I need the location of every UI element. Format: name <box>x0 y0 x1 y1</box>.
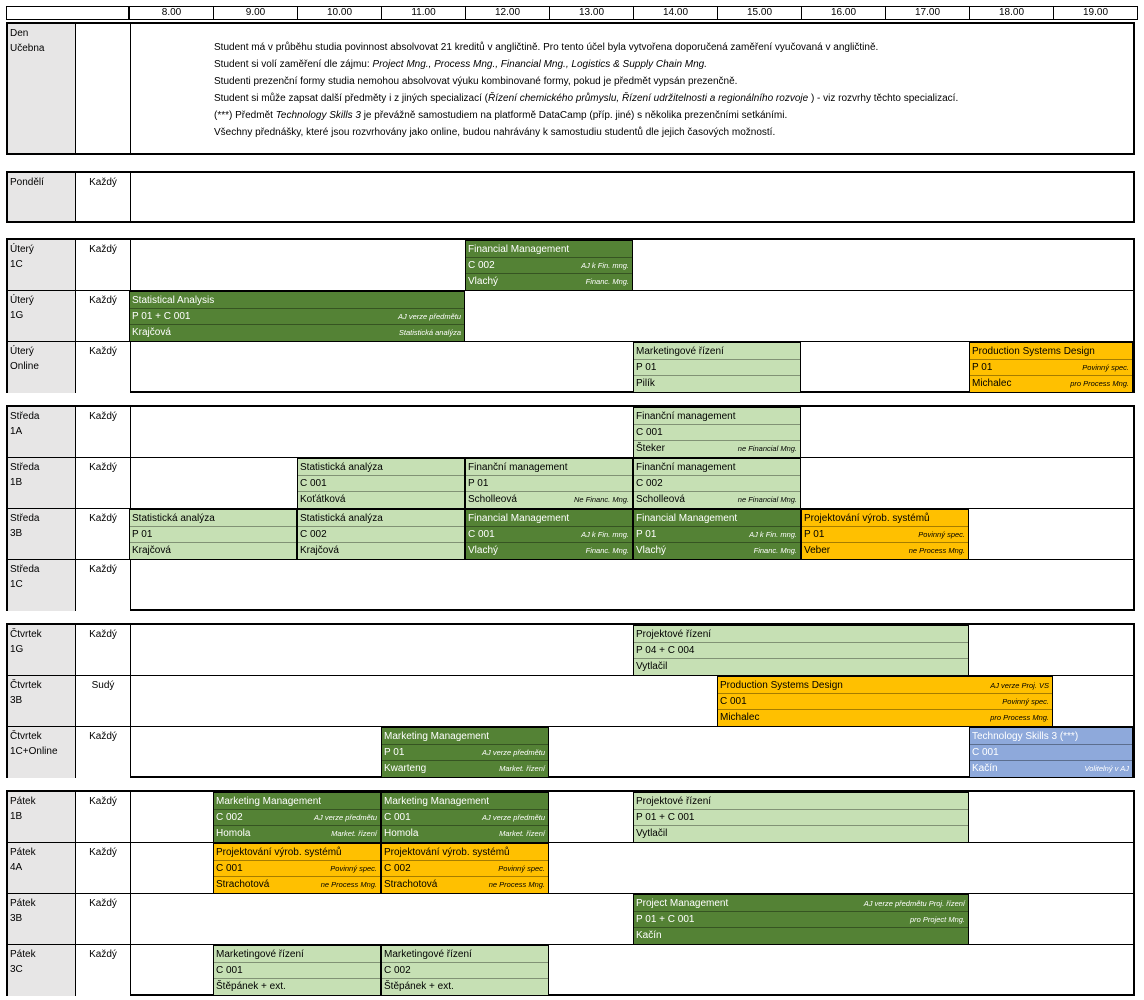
course-room-note: AJ k Fin. mng. <box>581 261 629 270</box>
course-title: Production Systems Design <box>720 680 843 691</box>
course-teacher: Strachotová <box>216 879 270 890</box>
hour-header-9.00: 9.00 <box>213 6 298 20</box>
row-label: Pátek 1B <box>8 792 76 843</box>
course-title: Statistická analýza <box>300 513 383 524</box>
info-block <box>6 22 1135 155</box>
course-room: P 01 <box>636 362 657 373</box>
hour-header-12.00: 12.00 <box>465 6 550 20</box>
course-teacher: Štěpánek + ext. <box>384 981 454 992</box>
hour-header-19.00: 19.00 <box>1053 6 1138 20</box>
course-event[interactable] <box>633 458 801 509</box>
course-event[interactable] <box>969 342 1133 393</box>
course-room-note: AJ verze předmětu <box>398 312 461 321</box>
course-room: C 002 <box>636 478 663 489</box>
course-title: Projektové řízení <box>636 629 712 640</box>
course-teacher: Scholleová <box>468 494 517 505</box>
course-teacher-note: Market. řízení <box>499 829 545 838</box>
row-week-type: Každý <box>76 945 131 996</box>
course-teacher-note: Financ. Mng. <box>753 546 797 555</box>
course-room: C 001 <box>636 427 663 438</box>
course-teacher: Michalec <box>972 378 1012 389</box>
course-teacher: Kwarteng <box>384 763 427 774</box>
course-teacher-note: Financ. Mng. <box>585 546 629 555</box>
course-event[interactable] <box>969 727 1133 778</box>
row-label: Středa 1C <box>8 560 76 611</box>
course-teacher: Kačín <box>972 763 998 774</box>
row-label: Středa 1A <box>8 407 76 458</box>
row-week-type: Sudý <box>76 676 131 727</box>
info-text <box>214 39 958 141</box>
course-event[interactable] <box>129 291 465 342</box>
row-week-type: Každý <box>76 407 131 458</box>
row-label: Pondělí <box>8 173 76 221</box>
header-corner <box>6 6 129 20</box>
info-line: Student si volí zaměření dle zájmu: Project Mng., Process Mng., Financial Mng., Logistics & Supply Chain Mng. <box>214 59 708 70</box>
row-label: Čtvrtek 3B <box>8 676 76 727</box>
course-teacher-note: Market. řízení <box>499 764 545 773</box>
course-room: C 001 <box>216 965 243 976</box>
course-room: P 01 <box>468 478 489 489</box>
info-line: Student má v průběhu studia povinnost absolvovat 21 kreditů v angličtině. Pro tento účel byla vytvořena doporučená zaměření vyučovaná v angličtině. <box>214 42 879 53</box>
course-event[interactable] <box>381 792 549 843</box>
row-week-type: Každý <box>76 342 131 393</box>
row-label: Čtvrtek 1C+Online <box>8 727 76 778</box>
course-teacher: Koťátková <box>300 494 346 505</box>
course-room: P 01 <box>636 529 657 540</box>
row-week-type: Každý <box>76 240 131 291</box>
course-title: Marketingové řízení <box>636 346 724 357</box>
course-title: Marketingové řízení <box>216 949 304 960</box>
course-teacher-note: Volitelný v AJ <box>1084 764 1129 773</box>
hour-header-8.00: 8.00 <box>129 6 214 20</box>
info-line: (***) Předmět Technology Skills 3 je převážně samostudiem na platformě DataCamp (příp. jiné) s několika prezenčními setkáními. <box>214 110 788 121</box>
course-title: Projektování výrob. systémů <box>216 847 342 858</box>
course-event[interactable] <box>213 945 381 996</box>
course-room: P 01 + C 001 <box>636 812 695 823</box>
course-event[interactable] <box>633 342 801 393</box>
course-room-note: AJ k Fin. mng. <box>581 530 629 539</box>
course-event[interactable] <box>381 843 549 894</box>
course-room: C 001 <box>720 696 747 707</box>
course-event[interactable] <box>633 407 801 458</box>
course-teacher: Krajčová <box>300 545 339 556</box>
row-label: Úterý 1G <box>8 291 76 342</box>
hour-header-18.00: 18.00 <box>969 6 1054 20</box>
course-teacher-note: ne Process Mng. <box>488 880 545 889</box>
course-room: C 002 <box>300 529 327 540</box>
course-title: Project Management <box>636 898 729 909</box>
course-event[interactable] <box>381 945 549 996</box>
day-block <box>6 790 1135 996</box>
course-teacher: Šteker <box>636 443 665 454</box>
course-event[interactable] <box>297 509 465 560</box>
course-title: Technology Skills 3 (***) <box>972 731 1079 742</box>
course-event[interactable] <box>213 792 381 843</box>
course-teacher: Scholleová <box>636 494 685 505</box>
course-room-note: AJ verze předmětu <box>482 748 545 757</box>
day-block <box>6 171 1135 223</box>
course-title: Projektování výrob. systémů <box>804 513 930 524</box>
course-room-note: AJ verze předmětu <box>482 813 545 822</box>
course-room-note: Povinný spec. <box>1082 363 1129 372</box>
course-event[interactable] <box>465 240 633 291</box>
row-week-type: Každý <box>76 173 131 221</box>
row-label: Pátek 3B <box>8 894 76 945</box>
course-teacher-note: Financ. Mng. <box>585 277 629 286</box>
course-title: Production Systems Design <box>972 346 1095 357</box>
course-room-note: Povinný spec. <box>918 530 965 539</box>
hour-header-15.00: 15.00 <box>717 6 802 20</box>
course-teacher: Michalec <box>720 712 760 723</box>
info-line: Student si může zapsat další předměty i z jiných specializací (Řízení chemického průmyslu, Řízení udržitelnosti a regionálního rozvoje ) - viz rozvrhy těchto specializací. <box>214 93 959 104</box>
course-event[interactable] <box>633 894 969 945</box>
row-label: Pátek 3C <box>8 945 76 996</box>
course-teacher: Štěpánek + ext. <box>216 981 286 992</box>
row-week-type: Každý <box>76 894 131 945</box>
course-event[interactable] <box>633 625 969 676</box>
course-event[interactable] <box>717 676 1053 727</box>
course-room-note: Povinný spec. <box>330 864 377 873</box>
hour-header-11.00: 11.00 <box>381 6 466 20</box>
course-teacher: Homola <box>216 828 251 839</box>
course-title: Projektování výrob. systémů <box>384 847 510 858</box>
course-room-note: AJ k Fin. mng. <box>749 530 797 539</box>
course-teacher-note: ne Financial Mng. <box>737 495 797 504</box>
course-title: Finanční management <box>636 411 736 422</box>
day-block <box>6 238 1135 393</box>
course-teacher: Vytlačil <box>636 661 668 672</box>
course-teacher: Strachotová <box>384 879 438 890</box>
course-event[interactable] <box>465 458 633 509</box>
day-block <box>6 623 1135 778</box>
course-title: Marketing Management <box>384 796 490 807</box>
course-event[interactable] <box>213 843 381 894</box>
course-room: C 001 <box>300 478 327 489</box>
course-teacher-note: pro Process Mng. <box>1070 379 1129 388</box>
hour-header-17.00: 17.00 <box>885 6 970 20</box>
course-teacher: Vytlačil <box>636 828 668 839</box>
row-label: Středa 3B <box>8 509 76 560</box>
row-week-type: Každý <box>76 509 131 560</box>
course-room: C 002 <box>384 965 411 976</box>
course-room-note: AJ verze předmětu <box>314 813 377 822</box>
course-room: P 01 <box>804 529 825 540</box>
info-week-cell <box>76 24 131 153</box>
course-title: Financial Management <box>636 513 738 524</box>
course-teacher: Homola <box>384 828 419 839</box>
row-label: Středa 1B <box>8 458 76 509</box>
course-title: Projektové řízení <box>636 796 712 807</box>
row-week-type: Každý <box>76 792 131 843</box>
course-title: Finanční management <box>468 462 568 473</box>
course-teacher: Pilík <box>636 378 655 389</box>
row-label: Čtvrtek 1G <box>8 625 76 676</box>
row-label: Úterý 1C <box>8 240 76 291</box>
course-room: C 001 <box>468 529 495 540</box>
hour-header-14.00: 14.00 <box>633 6 718 20</box>
hour-header-13.00: 13.00 <box>549 6 634 20</box>
course-room-note: pro Project Mng. <box>909 915 965 924</box>
course-event[interactable] <box>465 509 633 560</box>
course-title: Finanční management <box>636 462 736 473</box>
course-teacher: Krajčová <box>132 327 171 338</box>
course-room: P 01 <box>132 529 153 540</box>
course-event[interactable] <box>297 458 465 509</box>
course-title: Marketingové řízení <box>384 949 472 960</box>
row-week-type: Každý <box>76 458 131 509</box>
course-teacher: Vlachý <box>468 545 499 556</box>
course-event[interactable] <box>801 509 969 560</box>
course-teacher: Krajčová <box>132 545 171 556</box>
row-week-type: Každý <box>76 843 131 894</box>
course-room-note: Povinný spec. <box>1002 697 1049 706</box>
hour-header-10.00: 10.00 <box>297 6 382 20</box>
course-room: C 002 <box>216 812 243 823</box>
course-title: Statistical Analysis <box>132 295 215 306</box>
day-block <box>6 405 1135 611</box>
course-teacher-note: Market. řízení <box>331 829 377 838</box>
course-teacher-note: Ne Financ. Mng. <box>573 495 629 504</box>
course-teacher-note: Statistická analýza <box>398 328 461 337</box>
info-line: Studenti prezenční formy studia nemohou absolvovat výuku kombinované formy, pokud je předmět vypsán prezenčně. <box>214 76 738 87</box>
course-room: C 002 <box>384 863 411 874</box>
course-room: P 01 + C 001 <box>636 914 695 925</box>
course-title: Marketing Management <box>384 731 490 742</box>
row-week-type: Každý <box>76 727 131 778</box>
course-room: P 01 <box>972 362 993 373</box>
course-teacher: Vlachý <box>636 545 667 556</box>
info-line: Všechny přednášky, které jsou rozvrhovány jako online, budou nahrávány k samostudiu studentů dle jejich časových možností. <box>214 127 776 138</box>
course-room: C 001 <box>972 747 999 758</box>
course-teacher: Vlachý <box>468 276 499 287</box>
course-teacher: Kačín <box>636 930 662 941</box>
course-room: P 01 + C 001 <box>132 311 191 322</box>
course-teacher-note: ne Process Mng. <box>908 546 965 555</box>
course-title: Financial Management <box>468 513 570 524</box>
course-room: C 001 <box>216 863 243 874</box>
course-title: Marketing Management <box>216 796 322 807</box>
course-event[interactable] <box>381 727 549 778</box>
row-label: Úterý Online <box>8 342 76 393</box>
course-room: P 01 <box>384 747 405 758</box>
course-event[interactable] <box>129 509 297 560</box>
course-room-note: Povinný spec. <box>498 864 545 873</box>
course-teacher-note: pro Process Mng. <box>990 713 1049 722</box>
course-teacher: Veber <box>804 545 831 556</box>
course-room: C 001 <box>384 812 411 823</box>
course-teacher-note: ne Process Mng. <box>320 880 377 889</box>
course-title-note: AJ verze Proj. VS <box>990 681 1049 690</box>
course-title: Statistická analýza <box>132 513 215 524</box>
course-title: Financial Management <box>468 244 570 255</box>
course-room: C 002 <box>468 260 495 271</box>
row-week-type: Každý <box>76 625 131 676</box>
course-teacher-note: ne Financial Mng. <box>737 444 797 453</box>
course-event[interactable] <box>633 509 801 560</box>
row-label: Pátek 4A <box>8 843 76 894</box>
row-week-type: Každý <box>76 291 131 342</box>
course-title-note: AJ verze předmětu Proj. řízení <box>863 899 965 908</box>
course-room: P 04 + C 004 <box>636 645 695 656</box>
row-week-type: Každý <box>76 560 131 611</box>
course-title: Statistická analýza <box>300 462 383 473</box>
hour-header-16.00: 16.00 <box>801 6 886 20</box>
info-label: Den Učebna <box>8 24 76 153</box>
course-event[interactable] <box>633 792 969 843</box>
